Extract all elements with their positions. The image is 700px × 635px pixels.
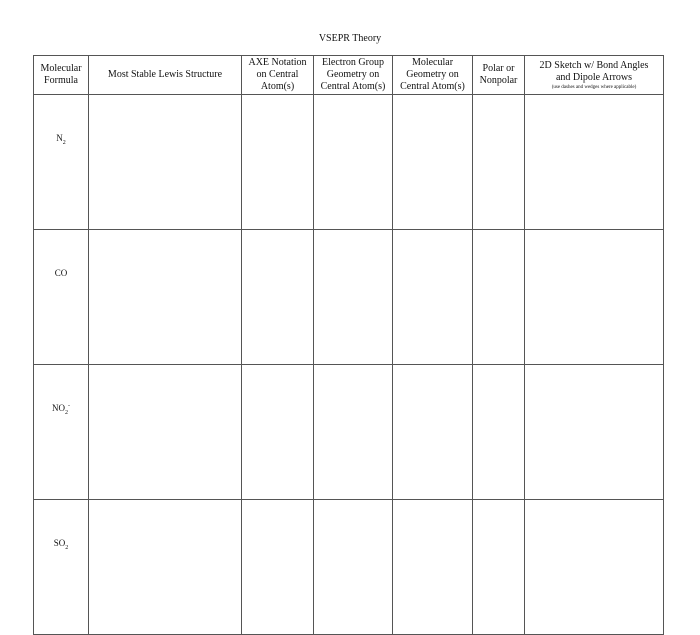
sketch-cell[interactable]: [525, 365, 664, 500]
table-row: [34, 500, 664, 635]
molecular-geometry-cell[interactable]: [393, 365, 473, 500]
vsepr-table: [33, 55, 664, 635]
header-polarity: Polar or Nonpolar: [473, 56, 525, 95]
sketch-note: (use dashes and wedges where applicable): [551, 84, 637, 90]
axe-cell[interactable]: [242, 500, 314, 635]
molecular-geometry-cell[interactable]: [393, 95, 473, 230]
header-axe-notation: AXE Notation on Central Atom(s): [242, 56, 314, 95]
electron-geometry-cell[interactable]: [314, 365, 393, 500]
header-2d-sketch: 2D Sketch w/ Bond Angles and Dipole Arrows (use dashes and wedges where applicable): [525, 56, 664, 95]
header-lewis-structure: Most Stable Lewis Structure: [89, 56, 242, 95]
formula-cell: $NO_2^-$: [34, 365, 89, 500]
sketch-cell[interactable]: [525, 230, 664, 365]
electron-geometry-cell[interactable]: [314, 95, 393, 230]
table-row: [34, 95, 664, 230]
polarity-cell[interactable]: [473, 365, 525, 500]
molecular-geometry-cell[interactable]: [393, 500, 473, 635]
lewis-cell[interactable]: [89, 95, 242, 230]
electron-geometry-cell[interactable]: [314, 500, 393, 635]
molecular-geometry-cell[interactable]: [393, 230, 473, 365]
polarity-cell[interactable]: [473, 500, 525, 635]
lewis-cell[interactable]: [89, 500, 242, 635]
axe-cell[interactable]: [242, 95, 314, 230]
formula-cell: CO: [34, 230, 89, 365]
header-molecular-formula: Molecular Formula: [34, 56, 89, 95]
polarity-cell[interactable]: [473, 230, 525, 365]
polarity-cell[interactable]: [473, 95, 525, 230]
header-molecular-geometry: Molecular Geometry on Central Atom(s): [393, 56, 473, 95]
lewis-cell[interactable]: [89, 230, 242, 365]
formula-cell: $N_2$: [34, 95, 89, 230]
page-title: VSEPR Theory: [318, 33, 382, 44]
table-row: [34, 365, 664, 500]
table-row: [34, 230, 664, 365]
sketch-cell[interactable]: [525, 95, 664, 230]
header-electron-geometry: Electron Group Geometry on Central Atom(s): [314, 56, 393, 95]
axe-cell[interactable]: [242, 230, 314, 365]
formula-cell: $SO_2$: [34, 500, 89, 635]
header-row: [34, 56, 664, 95]
axe-cell[interactable]: [242, 365, 314, 500]
lewis-cell[interactable]: [89, 365, 242, 500]
electron-geometry-cell[interactable]: [314, 230, 393, 365]
sketch-cell[interactable]: [525, 500, 664, 635]
